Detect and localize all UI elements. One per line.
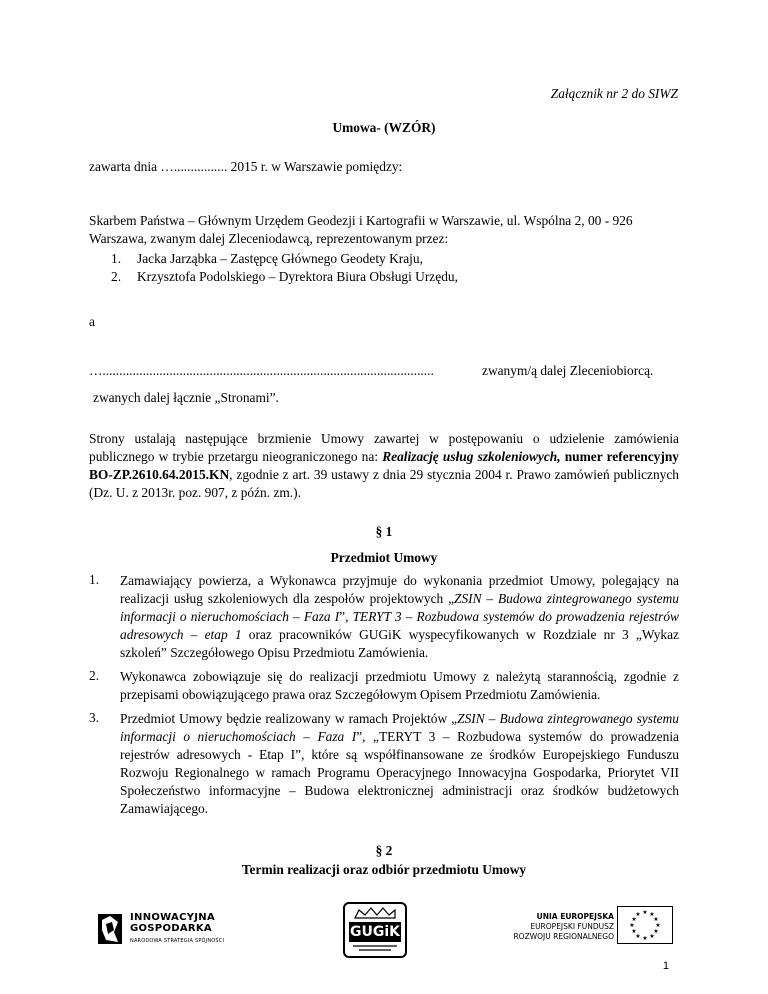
section1-item-3: 3. Przedmiot Umowy będzie realizowany w ramach Projektów „ZSIN – Budowa zintegrowanego systemu informacji o nieruchomościach – Faza I”, „TERYT 3 – Rozbudowa systemów do prowadzenia rejestrów adresowych - Etap I”, które są współfinansowane ze środków Europejskiego Funduszu Rozwoju Regionalnego w ramach Programu Operacyjnego Innowacyjna Gospodarka, Priorytet VII Społeczeństwo informacyjne – Budowa elektronicznej administracji oraz środków budżetowych Zamawiającego.: [89, 710, 679, 816]
contractor-called: zwanym/ą dalej Zleceniobiorcą.: [482, 363, 654, 378]
party1-line2: Warszawa, zwanym dalej Zleceniodawcą, reprezentowanym przez:: [89, 231, 449, 246]
section1-item-1: 1. Zamawiający powierza, a Wykonawca przyjmuje do wykonania przedmiot Umowy, polegający na realizacji usług szkoleniowych dla zespołów projektowych „ZSIN – Budowa zintegrowanego systemu informacji o nieruchomościach – Faza I”, TERYT 3 – Rozbudowa systemów do prowadzenia rejestrów adresowych – etap 1 oraz pracowników GUGiK wyspecyfikowanych w Rozdziale nr 3 „Wykaz szkoleń” Szczegółowego Opisu Przedmiotu Zamówienia.: [89, 572, 679, 660]
svg-text:★: ★: [653, 916, 659, 923]
contractor-dots: …...................................................................................................: [89, 363, 434, 378]
page-number: 1: [662, 960, 669, 972]
svg-text:★: ★: [631, 916, 637, 923]
svg-text:★: ★: [642, 935, 648, 942]
svg-text:★: ★: [655, 922, 661, 929]
section2-heading: Termin realizacji oraz odbiór przedmiotu Umowy: [241, 862, 527, 877]
section1-item-2: 2. Wykonawca zobowiązuje się do realizacji przedmiotu Umowy z należytą starannością, zgodnie z przepisami obowiązującego prawa oraz Szczegółowym Opisem Przedmiotu Zamówienia.: [89, 668, 679, 702]
party1-line1: Skarbem Państwa – Głównym Urzędem Geodezji i Kartografii w Warszawie, ul. Wspólna 2, 00 - 926: [89, 213, 633, 228]
gugik-crown-icon: [351, 906, 399, 920]
svg-text:★: ★: [642, 909, 648, 916]
concluded-line: zawarta dnia …................ 2015 r. w Warszawie pomiędzy:: [89, 159, 403, 174]
ig-emblem-icon: [96, 912, 124, 948]
svg-text:★: ★: [631, 928, 637, 935]
representatives-list: [111, 250, 711, 286]
svg-text:★: ★: [635, 911, 641, 918]
gugik-base-icon: [351, 944, 399, 954]
svg-text:★: ★: [653, 928, 659, 935]
annex-label: Załącznik nr 2 do SIWZ: [550, 86, 678, 101]
innowacyjna-gospodarka-logo: INNOWACYJNA GOSPODARKA NARODOWA STRATEGIA SPÓJNOŚCI: [96, 908, 256, 954]
jointly-line: zwanych dalej łącznie „Stronami”.: [93, 390, 279, 405]
svg-text:★: ★: [649, 933, 655, 940]
svg-text:★: ★: [635, 933, 641, 940]
section2-sign: § 2: [375, 843, 393, 858]
svg-text:★: ★: [629, 922, 635, 929]
section1-sign: § 1: [375, 524, 393, 539]
gugik-logo: GUGiK: [343, 902, 407, 958]
preamble-paragraph: Strony ustalają następujące brzmienie Umowy zawartej w postępowaniu o udzielenie zamówienia publicznego w trybie przetargu nieograniczonego na: Realizację usług szkoleniowych, numer referencyjny BO-ZP.2610.64.2015.KN, zgodnie z art. 39 ustawy z dnia 29 stycznia 2004 r. Prawo zamówień publicznych (Dz. U. z 2013r. poz. 907, z późn. zm.).: [89, 431, 679, 500]
and-word: a: [89, 314, 95, 329]
svg-text:★: ★: [649, 911, 655, 918]
document-title: Umowa- (WZÓR): [332, 120, 436, 135]
section1-heading: Przedmiot Umowy: [330, 550, 438, 565]
list-item: 2. Krzysztofa Podolskiego – Dyrektora Biura Obsługi Urzędu,: [111, 269, 458, 284]
party1-block: [89, 212, 679, 248]
eu-fund-text: UNIA EUROPEJSKA EUROPEJSKI FUNDUSZ ROZWOJU REGIONALNEGO: [513, 912, 614, 941]
list-item: 1. Jacka Jarząbka – Zastępcę Głównego Geodety Kraju,: [111, 251, 423, 266]
eu-flag-icon: [617, 906, 673, 944]
